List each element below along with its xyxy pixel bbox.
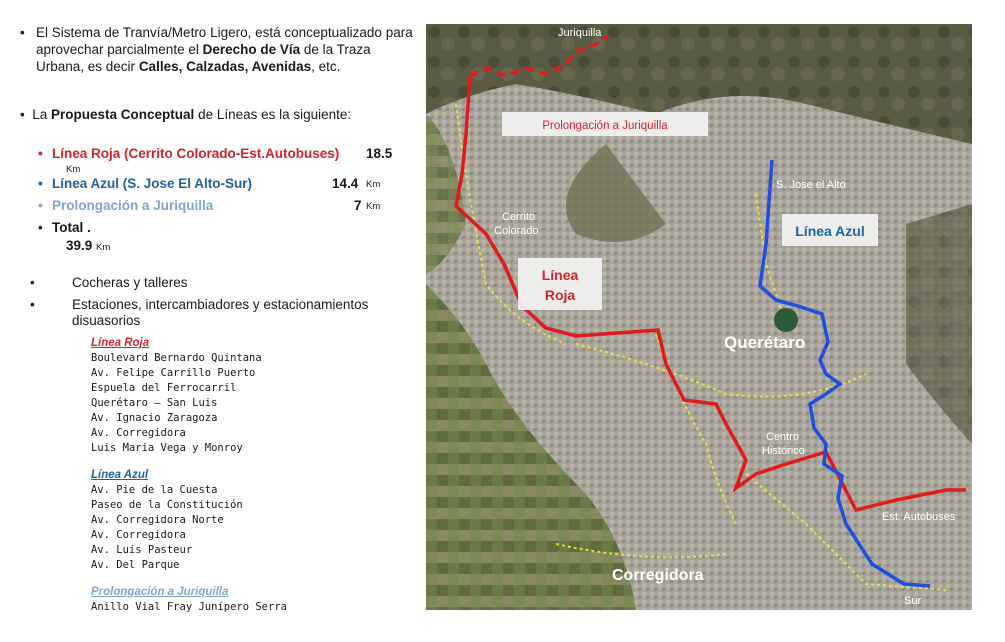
extra-text-estaciones: Estaciones, intercambiadores y estacionamientos disuasorios bbox=[72, 297, 369, 328]
route-list-prolongacion bbox=[91, 585, 287, 615]
total-value: 39.9 bbox=[66, 238, 93, 253]
intro-bold-2: Calles, Calzadas, Avenidas bbox=[138, 59, 312, 74]
label-corregidora: Corregidora bbox=[612, 567, 704, 584]
intro-text-3: , etc. bbox=[311, 59, 341, 74]
bullet-icon: • bbox=[38, 198, 43, 213]
street-item: Av. Luis Pasteur bbox=[91, 544, 193, 556]
label-centro-2: Histórico bbox=[762, 445, 805, 457]
map-canvas bbox=[426, 24, 972, 610]
callout-prolongacion-text: Prolongación a Juriquilla bbox=[542, 120, 668, 132]
route-list-azul bbox=[91, 468, 243, 573]
line-unit-prolongacion: Km bbox=[366, 201, 381, 212]
street-item: Av. Ignacio Zaragoza bbox=[91, 412, 218, 424]
extra-item-estaciones bbox=[30, 297, 369, 328]
intro-text-2: de la Traza Urbana, es decir bbox=[36, 42, 371, 74]
callout-linea-azul-text: Línea Azul bbox=[795, 223, 865, 239]
bullet-icon: • bbox=[38, 176, 43, 191]
total-label: Total . bbox=[52, 220, 91, 235]
proposal-pre: La bbox=[32, 107, 52, 122]
bullet-icon: • bbox=[20, 107, 25, 122]
line-length-roja: 18.5 bbox=[366, 146, 393, 161]
text-panel bbox=[0, 0, 420, 642]
bullet-icon: • bbox=[30, 275, 35, 290]
line-name-azul: Línea Azul (S. Jose El Alto-Sur) bbox=[52, 176, 253, 191]
street-item: Paseo de la Constitución bbox=[91, 499, 243, 511]
street-item: Av. Del Parque bbox=[91, 559, 180, 571]
line-name-prolongacion: Prolongación a Juriquilla bbox=[52, 198, 214, 213]
total-block bbox=[38, 220, 111, 253]
park-marker bbox=[774, 308, 798, 332]
line-length-prolongacion: 7 bbox=[354, 198, 362, 213]
proposal-post: de Líneas es la siguiente: bbox=[194, 107, 352, 122]
callout-linea-roja-text-1: Línea bbox=[541, 267, 579, 283]
line-length-azul: 14.4 bbox=[332, 176, 359, 191]
bullet-icon: • bbox=[20, 25, 25, 40]
street-item: Av. Felipe Carrillo Puerto bbox=[91, 367, 256, 379]
street-item: Anillo Vial Fray Junípero Serra bbox=[91, 601, 287, 613]
route-list-roja bbox=[91, 336, 262, 456]
line-unit-azul: Km bbox=[366, 179, 381, 190]
intro-text-1: El Sistema de Tranvía/Metro Ligero, está conceptualizado para aprovechar parcialmente el bbox=[36, 25, 413, 57]
label-cerrito-1: Cerrito bbox=[502, 211, 536, 223]
street-item: Querétaro – San Luis bbox=[91, 397, 218, 409]
route-title-roja: Línea Roja bbox=[91, 337, 150, 349]
street-item: Luis Maria Vega y Monroy bbox=[91, 442, 243, 454]
extra-item-cocheras bbox=[30, 275, 188, 291]
line-unit-roja: Km bbox=[66, 164, 81, 175]
bullet-icon: • bbox=[38, 220, 43, 235]
label-sur: Sur bbox=[904, 595, 922, 607]
satellite-map[interactable] bbox=[426, 24, 972, 610]
label-san-jose: S. Jose el Alto bbox=[776, 179, 846, 191]
street-item: Boulevard Bernardo Quintana bbox=[91, 352, 262, 364]
line-item-prolongacion bbox=[38, 198, 402, 216]
label-cerrito-2: Colorado bbox=[494, 225, 539, 237]
line-name-roja: Línea Roja (Cerrito Colorado-Est.Autobuses) bbox=[52, 146, 340, 161]
street-item: Av. Pie de la Cuesta bbox=[91, 484, 218, 496]
street-item: Av. Corregidora bbox=[91, 529, 186, 541]
street-item: Av. Corregidora bbox=[91, 427, 186, 439]
lines-list bbox=[38, 146, 402, 216]
label-queretaro: Querétaro bbox=[724, 333, 806, 352]
extra-text-cocheras: Cocheras y talleres bbox=[72, 275, 188, 290]
label-centro-1: Centro bbox=[766, 431, 800, 443]
label-juriquilla: Juriquilla bbox=[558, 27, 602, 39]
bullet-icon: • bbox=[38, 146, 43, 161]
bullet-icon: • bbox=[30, 297, 35, 312]
intro-bold-1: Derecho de Vía bbox=[202, 42, 301, 57]
line-item-roja bbox=[38, 146, 402, 176]
proposal-bold: Propuesta Conceptual bbox=[51, 107, 195, 122]
total-unit: Km bbox=[96, 242, 111, 253]
line-item-azul bbox=[38, 176, 402, 198]
street-item: Espuela del Ferrocarril bbox=[91, 382, 237, 394]
route-title-prolongacion: Prolongación a Juriquilla bbox=[91, 586, 229, 598]
label-autobuses: Est. Autobuses bbox=[882, 511, 956, 523]
proposal-heading bbox=[20, 107, 351, 122]
intro-paragraph bbox=[20, 24, 415, 75]
callout-linea-roja-text-2: Roja bbox=[544, 287, 576, 303]
route-title-azul: Línea Azul bbox=[91, 469, 149, 481]
street-item: Av. Corregidora Norte bbox=[91, 514, 224, 526]
